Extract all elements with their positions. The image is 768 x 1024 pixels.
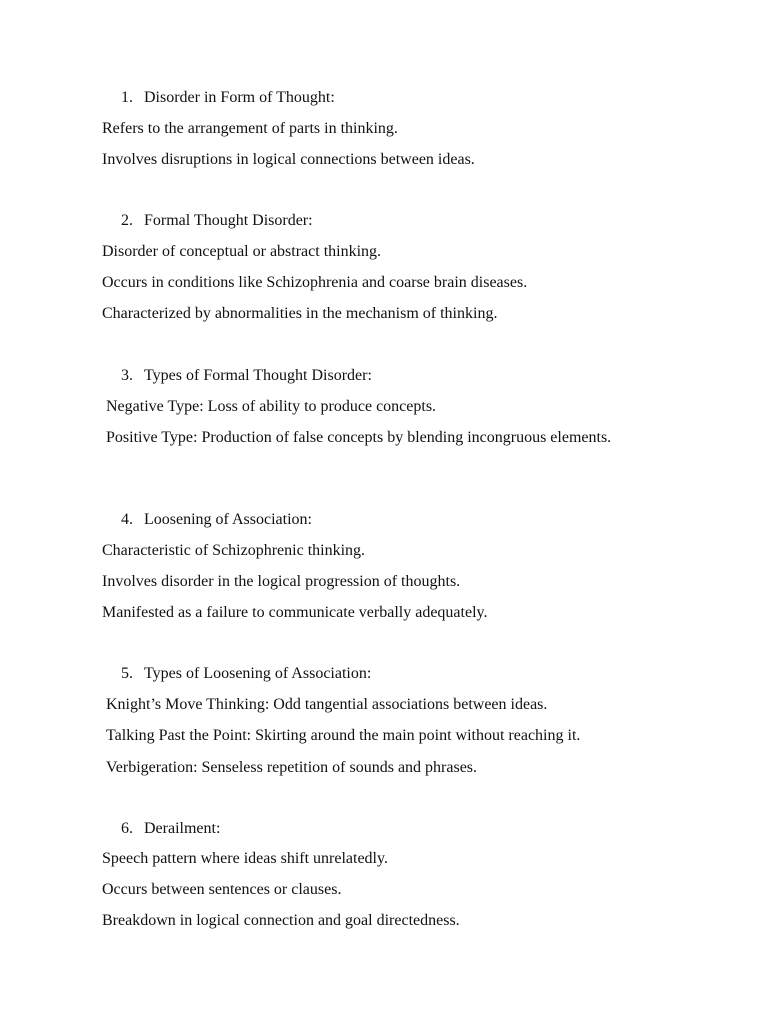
section-line: Knight’s Move Thinking: Odd tangential associations between ideas. <box>106 696 548 713</box>
section-number: 1. <box>121 89 133 106</box>
section-number: 6. <box>121 820 133 837</box>
section-line: Refers to the arrangement of parts in thinking. <box>102 120 398 137</box>
section-line: Characterized by abnormalities in the mechanism of thinking. <box>102 305 498 322</box>
section-heading <box>121 510 312 530</box>
section-heading <box>121 88 335 108</box>
section-title: Types of Loosening of Association: <box>144 665 372 682</box>
section-line: Verbigeration: Senseless repetition of sounds and phrases. <box>106 759 478 776</box>
section-number: 5. <box>121 665 133 682</box>
section-line: Occurs in conditions like Schizophrenia and coarse brain diseases. <box>102 274 528 291</box>
section-heading <box>121 819 220 839</box>
section-title: Disorder in Form of Thought: <box>144 89 335 106</box>
section-line: Characteristic of Schizophrenic thinking. <box>102 542 366 559</box>
section-line: Positive Type: Production of false concepts by blending incongruous elements. <box>106 429 612 446</box>
section-line: Speech pattern where ideas shift unrelatedly. <box>102 850 388 867</box>
section-line: Talking Past the Point: Skirting around the main point without reaching it. <box>106 727 581 744</box>
section-line: Disorder of conceptual or abstract thinking. <box>102 243 382 260</box>
section-title: Derailment: <box>144 820 221 837</box>
section-number: 4. <box>121 511 133 528</box>
section-title: Types of Formal Thought Disorder: <box>144 367 372 384</box>
section-line: Negative Type: Loss of ability to produce concepts. <box>106 398 437 415</box>
section-title: Loosening of Association: <box>144 511 312 528</box>
section-heading <box>121 211 313 231</box>
section-heading <box>121 366 372 386</box>
section-line: Manifested as a failure to communicate verbally adequately. <box>102 604 488 621</box>
section-number: 3. <box>121 367 133 384</box>
section-line: Involves disruptions in logical connections between ideas. <box>102 151 475 168</box>
section-line: Involves disorder in the logical progression of thoughts. <box>102 573 461 590</box>
section-number: 2. <box>121 212 133 229</box>
section-title: Formal Thought Disorder: <box>144 212 313 229</box>
section-line: Occurs between sentences or clauses. <box>102 881 342 898</box>
section-line: Breakdown in logical connection and goal directedness. <box>102 912 460 929</box>
section-heading <box>121 664 371 684</box>
